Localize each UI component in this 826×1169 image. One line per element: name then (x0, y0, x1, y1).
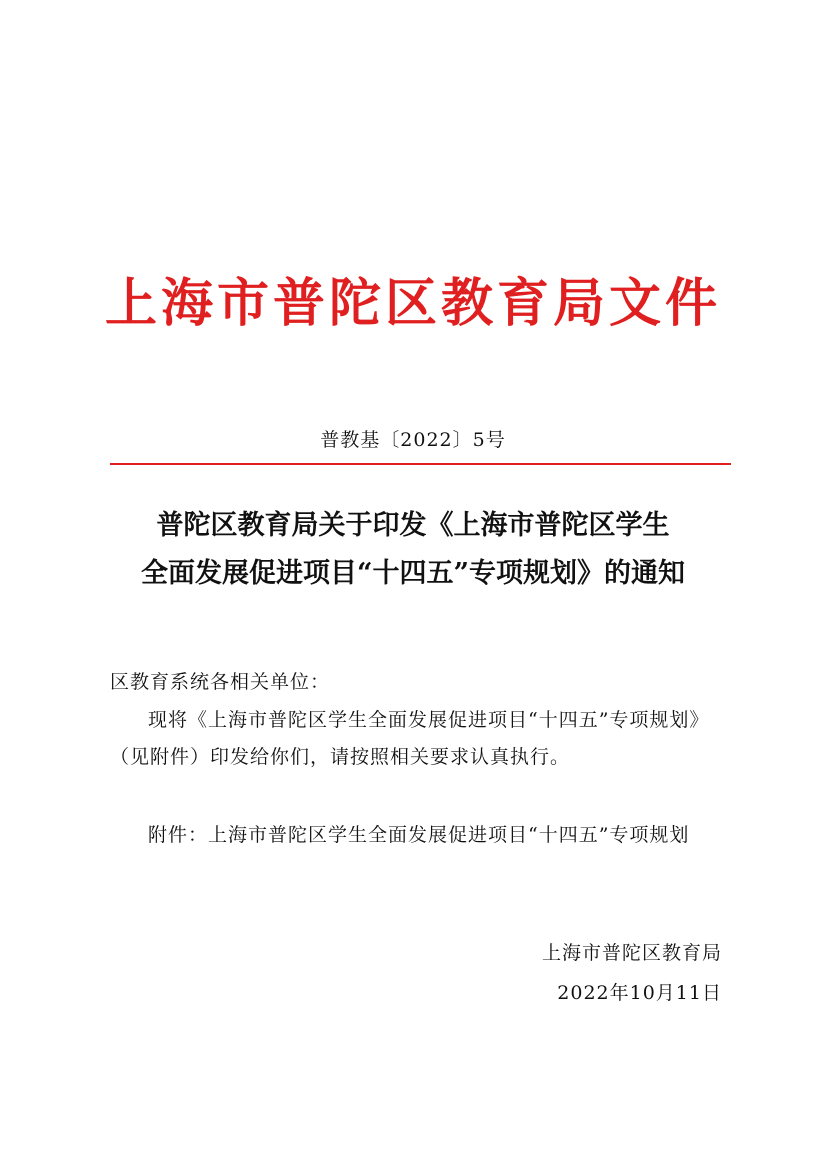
notice-title-line-1: 普陀区教育局关于印发《上海市普陀区学生 (156, 510, 670, 541)
signature-organization: 上海市普陀区教育局 (541, 942, 722, 964)
red-divider-line (110, 463, 731, 465)
notice-title (0, 502, 826, 598)
salutation: 区教育系统各相关单位： (110, 671, 331, 693)
body-paragraph: 现将《上海市普陀区学生全面发展促进项目“十四五”专项规划》（见附件）印发给你们，请按照相关要求认真执行。 (110, 709, 710, 768)
signature-date: 2022年10月11日 (557, 982, 722, 1004)
attachment-line: 附件：上海市普陀区学生全面发展促进项目“十四五”专项规划 (148, 824, 690, 846)
issuer-header-title: 上海市普陀区教育局文件 (104, 273, 721, 334)
document-number: 普教基〔2022〕5号 (320, 429, 506, 451)
notice-title-line-2: 全面发展促进项目“十四五”专项规划》的通知 (140, 558, 686, 589)
